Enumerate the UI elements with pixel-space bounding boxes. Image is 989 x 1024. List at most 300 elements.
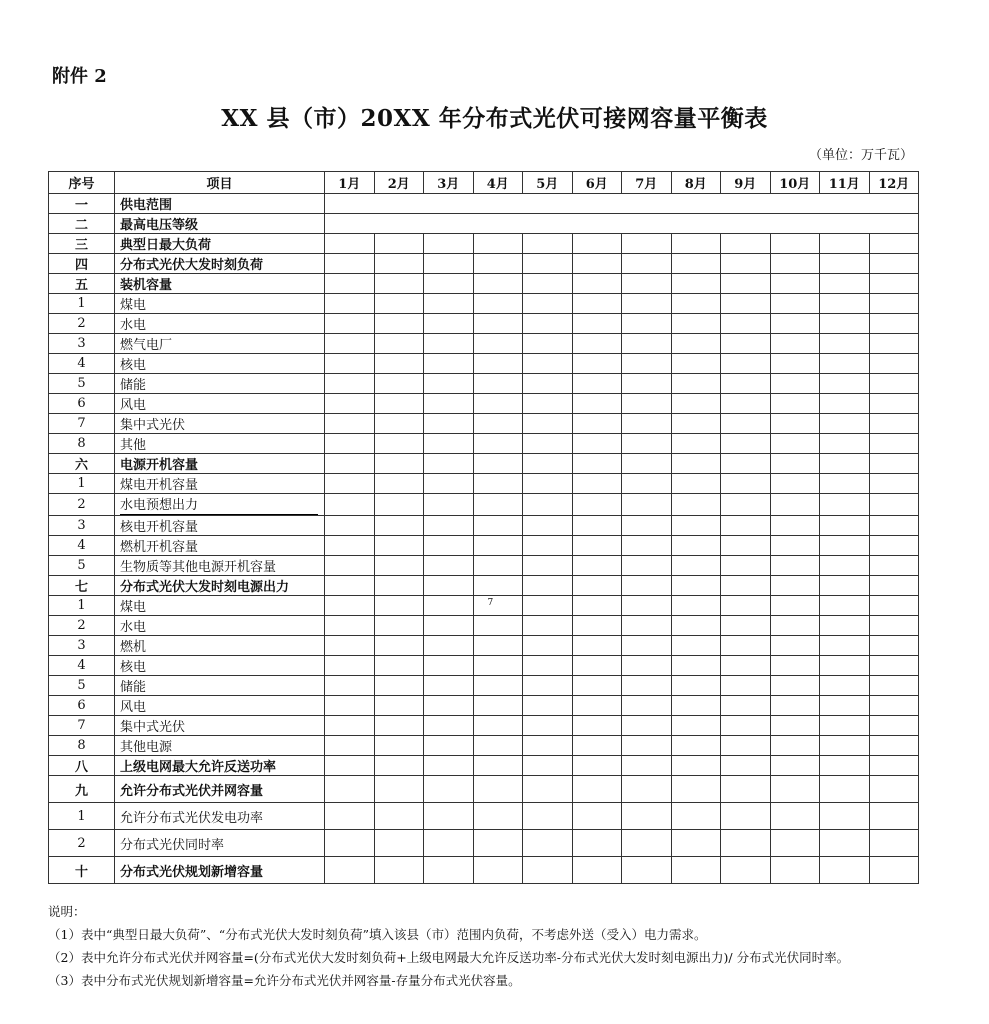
value-cell[interactable] [523,616,573,636]
value-cell[interactable] [572,374,622,394]
value-cell[interactable] [424,803,474,830]
value-cell[interactable] [869,576,919,596]
value-cell[interactable] [473,254,523,274]
value-cell[interactable] [572,756,622,776]
value-cell[interactable] [325,857,375,884]
value-cell[interactable] [424,756,474,776]
value-cell[interactable] [572,516,622,536]
value-cell[interactable] [820,736,870,756]
value-cell[interactable] [424,354,474,374]
value-cell[interactable] [820,494,870,516]
value-cell[interactable] [572,234,622,254]
value-cell[interactable] [374,494,424,516]
value-cell[interactable] [671,474,721,494]
value-cell[interactable] [374,696,424,716]
value-cell[interactable] [770,756,820,776]
value-cell[interactable] [374,716,424,736]
value-cell[interactable] [325,696,375,716]
value-cell[interactable] [671,394,721,414]
value-cell[interactable] [523,736,573,756]
value-cell[interactable] [770,716,820,736]
value-cell[interactable] [770,294,820,314]
value-cell[interactable] [869,636,919,656]
value-cell[interactable] [820,556,870,576]
value-cell[interactable] [473,494,523,516]
value-cell[interactable] [523,696,573,716]
value-cell[interactable] [374,776,424,803]
value-cell[interactable] [374,616,424,636]
value-cell[interactable] [869,494,919,516]
value-cell[interactable] [424,636,474,656]
value-cell[interactable] [374,434,424,454]
value-cell[interactable] [671,716,721,736]
value-cell[interactable] [671,374,721,394]
value-cell[interactable] [820,803,870,830]
value-cell[interactable] [473,636,523,656]
value-cell[interactable] [770,676,820,696]
value-cell[interactable] [325,576,375,596]
value-cell[interactable] [869,274,919,294]
value-cell[interactable] [523,254,573,274]
value-cell[interactable] [523,474,573,494]
value-cell[interactable] [770,830,820,857]
value-cell[interactable] [523,414,573,434]
value-cell[interactable] [671,234,721,254]
value-cell[interactable] [869,334,919,354]
value-cell[interactable] [770,394,820,414]
value-cell[interactable] [473,656,523,676]
value-cell[interactable] [820,234,870,254]
value-cell[interactable] [671,576,721,596]
value-cell[interactable] [424,494,474,516]
value-cell[interactable] [820,354,870,374]
value-cell[interactable] [424,394,474,414]
value-cell[interactable] [622,294,672,314]
value-cell[interactable] [622,776,672,803]
value-cell[interactable] [869,596,919,616]
value-cell[interactable] [869,696,919,716]
value-cell[interactable] [770,454,820,474]
value-cell[interactable] [473,756,523,776]
value-cell[interactable] [374,254,424,274]
value-cell[interactable] [325,274,375,294]
value-cell[interactable] [473,374,523,394]
value-cell[interactable] [424,736,474,756]
value-cell[interactable] [374,636,424,656]
value-cell[interactable] [622,656,672,676]
value-cell[interactable] [473,776,523,803]
value-cell[interactable] [820,616,870,636]
value-cell[interactable] [523,656,573,676]
value-cell[interactable] [869,830,919,857]
value-cell[interactable] [325,374,375,394]
value-cell[interactable] [671,756,721,776]
value-cell[interactable] [572,736,622,756]
value-cell[interactable] [671,314,721,334]
value-cell[interactable] [820,434,870,454]
value-cell[interactable] [523,274,573,294]
value-cell[interactable] [622,676,672,696]
value-cell[interactable] [473,536,523,556]
value-cell[interactable] [820,636,870,656]
value-cell[interactable] [770,776,820,803]
value-cell[interactable] [325,234,375,254]
value-cell[interactable] [374,803,424,830]
value-cell[interactable] [325,294,375,314]
value-cell[interactable] [869,616,919,636]
value-cell[interactable] [424,556,474,576]
value-cell[interactable] [374,756,424,776]
value-cell[interactable] [473,516,523,536]
value-cell[interactable] [523,716,573,736]
value-cell[interactable] [523,857,573,884]
value-cell[interactable] [572,656,622,676]
value-cell[interactable] [325,656,375,676]
value-cell[interactable] [374,556,424,576]
value-cell[interactable] [869,294,919,314]
value-cell[interactable] [374,536,424,556]
value-cell[interactable] [622,857,672,884]
value-cell[interactable] [473,294,523,314]
value-cell[interactable] [424,696,474,716]
value-cell[interactable] [374,576,424,596]
value-cell[interactable] [572,676,622,696]
value-cell[interactable] [325,494,375,516]
value-cell[interactable] [424,434,474,454]
value-cell[interactable] [325,314,375,334]
value-cell[interactable] [770,636,820,656]
value-cell[interactable] [374,274,424,294]
value-cell[interactable] [869,234,919,254]
value-cell[interactable] [374,234,424,254]
value-cell[interactable] [424,776,474,803]
value-cell[interactable] [424,596,474,616]
value-cell[interactable] [622,536,672,556]
value-cell[interactable] [325,716,375,736]
value-cell[interactable] [473,596,523,616]
value-cell[interactable] [869,414,919,434]
value-cell[interactable] [572,776,622,803]
value-cell[interactable] [473,803,523,830]
value-cell[interactable] [820,830,870,857]
value-cell[interactable] [622,334,672,354]
value-cell[interactable] [374,354,424,374]
value-cell[interactable] [622,576,672,596]
value-cell[interactable] [473,857,523,884]
value-cell[interactable] [770,576,820,596]
value-cell[interactable] [523,454,573,474]
value-cell[interactable] [671,696,721,716]
value-cell[interactable] [721,374,771,394]
value-cell[interactable] [523,354,573,374]
value-cell[interactable] [622,636,672,656]
value-cell[interactable] [770,803,820,830]
value-cell[interactable] [671,596,721,616]
value-cell[interactable] [622,454,672,474]
value-cell[interactable] [325,803,375,830]
value-cell[interactable] [424,454,474,474]
value-cell[interactable] [572,274,622,294]
value-cell[interactable] [374,516,424,536]
value-cell[interactable] [572,394,622,414]
value-cell[interactable] [424,676,474,696]
value-cell[interactable] [820,294,870,314]
value-cell[interactable] [671,803,721,830]
value-cell[interactable] [671,676,721,696]
value-cell[interactable] [721,596,771,616]
value-cell[interactable] [325,434,375,454]
value-cell[interactable] [572,454,622,474]
value-cell[interactable] [820,716,870,736]
value-cell[interactable] [523,676,573,696]
value-cell[interactable] [671,656,721,676]
value-cell[interactable] [770,857,820,884]
value-cell[interactable] [671,354,721,374]
value-cell[interactable] [473,556,523,576]
value-cell[interactable] [572,830,622,857]
value-cell[interactable] [869,454,919,474]
value-cell[interactable] [424,474,474,494]
value-cell[interactable] [473,616,523,636]
value-cell[interactable] [523,314,573,334]
value-cell[interactable] [721,636,771,656]
value-cell[interactable] [721,696,771,716]
value-cell[interactable] [869,474,919,494]
value-cell[interactable] [325,254,375,274]
value-cell[interactable] [671,494,721,516]
value-cell[interactable] [374,656,424,676]
value-cell[interactable] [770,536,820,556]
value-cell[interactable] [820,314,870,334]
value-cell[interactable] [473,354,523,374]
value-cell[interactable] [721,516,771,536]
value-cell[interactable] [473,234,523,254]
value-cell[interactable] [770,736,820,756]
value-cell[interactable] [721,656,771,676]
value-cell[interactable] [473,830,523,857]
value-cell[interactable] [572,334,622,354]
value-cell[interactable] [473,414,523,434]
value-cell[interactable] [820,334,870,354]
value-cell[interactable] [523,434,573,454]
value-cell[interactable] [869,756,919,776]
value-cell[interactable] [523,234,573,254]
value-cell[interactable] [523,803,573,830]
value-cell[interactable] [622,596,672,616]
value-cell[interactable] [325,414,375,434]
value-cell[interactable] [325,334,375,354]
value-cell[interactable] [869,736,919,756]
value-cell[interactable] [770,414,820,434]
value-cell[interactable] [869,516,919,536]
value-cell[interactable] [325,736,375,756]
value-cell[interactable] [622,274,672,294]
value-cell[interactable] [820,656,870,676]
value-cell[interactable] [770,434,820,454]
value-cell[interactable] [820,596,870,616]
value-cell[interactable] [820,516,870,536]
value-cell[interactable] [721,294,771,314]
value-cell[interactable] [721,334,771,354]
value-cell[interactable] [523,556,573,576]
value-cell[interactable] [325,354,375,374]
value-cell[interactable] [721,394,771,414]
value-cell[interactable] [671,556,721,576]
value-cell[interactable] [770,494,820,516]
value-cell[interactable] [869,374,919,394]
value-cell[interactable] [770,696,820,716]
value-cell[interactable] [424,716,474,736]
value-cell[interactable] [424,374,474,394]
value-cell[interactable] [869,434,919,454]
value-cell[interactable] [869,803,919,830]
value-cell[interactable] [820,454,870,474]
value-cell[interactable] [869,676,919,696]
value-cell[interactable] [622,830,672,857]
value-cell[interactable] [374,294,424,314]
value-cell[interactable] [869,536,919,556]
value-cell[interactable] [721,803,771,830]
value-cell[interactable] [622,254,672,274]
value-cell[interactable] [721,676,771,696]
value-cell[interactable] [572,254,622,274]
value-cell[interactable] [622,474,672,494]
value-cell[interactable] [622,494,672,516]
value-cell[interactable] [325,394,375,414]
value-cell[interactable] [374,394,424,414]
value-cell[interactable] [622,556,672,576]
value-cell[interactable] [770,656,820,676]
value-cell[interactable] [622,803,672,830]
value-cell[interactable] [869,656,919,676]
value-cell[interactable] [869,716,919,736]
merged-value-cell[interactable] [325,214,919,234]
value-cell[interactable] [325,454,375,474]
value-cell[interactable] [721,830,771,857]
value-cell[interactable] [523,516,573,536]
value-cell[interactable] [721,756,771,776]
value-cell[interactable] [869,394,919,414]
value-cell[interactable] [820,696,870,716]
value-cell[interactable] [622,434,672,454]
value-cell[interactable] [374,454,424,474]
value-cell[interactable] [820,394,870,414]
value-cell[interactable] [622,736,672,756]
value-cell[interactable] [523,294,573,314]
value-cell[interactable] [721,716,771,736]
value-cell[interactable] [671,334,721,354]
value-cell[interactable] [820,576,870,596]
value-cell[interactable] [424,254,474,274]
value-cell[interactable] [523,536,573,556]
value-cell[interactable] [721,474,771,494]
value-cell[interactable] [820,274,870,294]
value-cell[interactable] [572,294,622,314]
value-cell[interactable] [622,354,672,374]
value-cell[interactable] [325,556,375,576]
value-cell[interactable] [374,596,424,616]
value-cell[interactable] [770,516,820,536]
merged-value-cell[interactable] [325,194,919,214]
value-cell[interactable] [572,414,622,434]
value-cell[interactable] [820,374,870,394]
value-cell[interactable] [671,616,721,636]
value-cell[interactable] [424,294,474,314]
value-cell[interactable] [721,454,771,474]
value-cell[interactable] [721,857,771,884]
value-cell[interactable] [671,830,721,857]
value-cell[interactable] [572,354,622,374]
value-cell[interactable] [572,716,622,736]
value-cell[interactable] [473,696,523,716]
value-cell[interactable] [572,636,622,656]
value-cell[interactable] [473,334,523,354]
value-cell[interactable] [374,314,424,334]
value-cell[interactable] [869,776,919,803]
value-cell[interactable] [424,414,474,434]
value-cell[interactable] [424,334,474,354]
value-cell[interactable] [721,576,771,596]
value-cell[interactable] [473,716,523,736]
value-cell[interactable] [869,857,919,884]
value-cell[interactable] [721,314,771,334]
value-cell[interactable] [622,374,672,394]
value-cell[interactable] [820,857,870,884]
value-cell[interactable] [473,274,523,294]
value-cell[interactable] [325,636,375,656]
value-cell[interactable] [473,454,523,474]
value-cell[interactable] [424,536,474,556]
value-cell[interactable] [572,857,622,884]
value-cell[interactable] [820,756,870,776]
value-cell[interactable] [523,374,573,394]
value-cell[interactable] [721,414,771,434]
value-cell[interactable] [671,636,721,656]
value-cell[interactable] [523,576,573,596]
value-cell[interactable] [325,616,375,636]
value-cell[interactable] [572,536,622,556]
value-cell[interactable] [523,394,573,414]
value-cell[interactable] [523,756,573,776]
value-cell[interactable] [622,756,672,776]
value-cell[interactable] [869,314,919,334]
value-cell[interactable] [572,434,622,454]
value-cell[interactable] [671,254,721,274]
value-cell[interactable] [325,474,375,494]
value-cell[interactable] [473,676,523,696]
value-cell[interactable] [721,616,771,636]
value-cell[interactable] [325,536,375,556]
value-cell[interactable] [424,516,474,536]
value-cell[interactable] [820,474,870,494]
value-cell[interactable] [523,830,573,857]
value-cell[interactable] [325,830,375,857]
value-cell[interactable] [622,716,672,736]
value-cell[interactable] [770,556,820,576]
value-cell[interactable] [523,776,573,803]
value-cell[interactable] [374,414,424,434]
value-cell[interactable] [671,536,721,556]
value-cell[interactable] [770,374,820,394]
value-cell[interactable] [770,354,820,374]
value-cell[interactable] [374,830,424,857]
value-cell[interactable] [325,756,375,776]
value-cell[interactable] [325,516,375,536]
value-cell[interactable] [325,776,375,803]
value-cell[interactable] [671,294,721,314]
value-cell[interactable] [770,474,820,494]
value-cell[interactable] [721,736,771,756]
